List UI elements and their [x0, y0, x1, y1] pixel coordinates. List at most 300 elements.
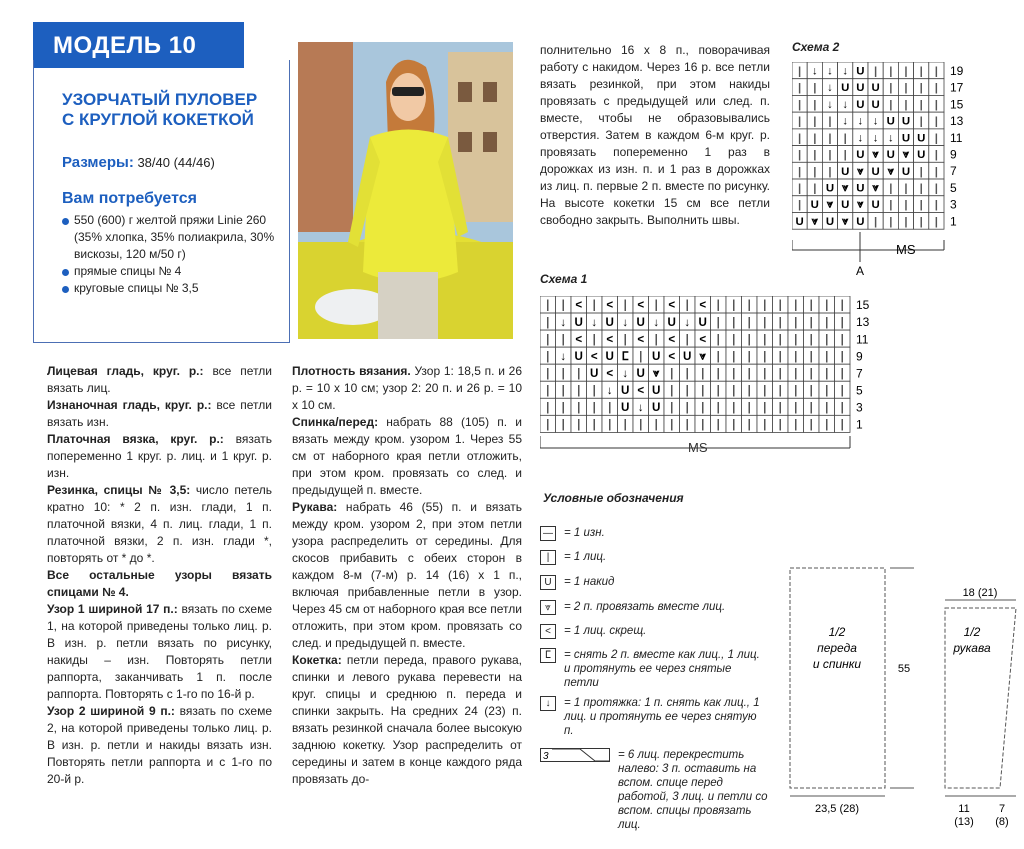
- stitch-symbol: |: [825, 332, 829, 346]
- stitch-symbol: |: [840, 315, 844, 329]
- stitch-symbol: |: [828, 165, 832, 178]
- row-number: 11: [950, 130, 963, 145]
- paragraph: Рукава: набрать 46 (55) п. и вязать между кром. узором 2, при этом петли узора распределить от середины. Для скосов прибавить с обеих сторон в каждом 8-м (7-м) р. 14 (16) х 1 п., включая прибавленные петли в узор. Через 45 см от наборного края все петли отложить, при этом кром. провязать со след. и предыдущей п. вместе.: [292, 500, 522, 650]
- stitch-symbol: |: [639, 418, 643, 432]
- stitch-symbol: |: [825, 349, 829, 363]
- stitch-symbol: U: [795, 215, 804, 228]
- stitch-symbol: |: [732, 418, 736, 432]
- row-number: 1: [856, 417, 863, 432]
- stitch-symbol: |: [798, 82, 802, 95]
- stitch-symbol: |: [919, 65, 923, 78]
- legend-item: [540, 648, 770, 692]
- stitch-symbol: |: [608, 418, 612, 432]
- stitch-symbol: |: [732, 315, 736, 329]
- stitch-symbol: |: [919, 215, 923, 228]
- stitch-symbol: |: [701, 401, 705, 415]
- stitch-symbol: |: [670, 418, 674, 432]
- stitch-symbol: |: [813, 115, 817, 128]
- stitch-symbol: ⩔: [857, 165, 864, 178]
- stitch-symbol: U: [886, 149, 895, 162]
- stitch-symbol: |: [840, 366, 844, 380]
- stitch-symbol: U: [856, 149, 865, 162]
- stitch-symbol: |: [546, 418, 550, 432]
- stitch-symbol: |: [747, 418, 751, 432]
- stitch-symbol: ⵎ: [621, 349, 629, 363]
- stitch-symbol: |: [685, 418, 689, 432]
- stitch-symbol: ↓: [887, 132, 894, 145]
- stitch-symbol: |: [919, 199, 923, 212]
- stitch-symbol: U: [841, 82, 850, 95]
- stitch-symbol: |: [592, 401, 596, 415]
- stitch-symbol: ↓: [811, 65, 818, 78]
- stitch-symbol: |: [716, 401, 720, 415]
- sizes-value: 38/40 (44/46): [137, 155, 215, 170]
- stitch-symbol: ⩔: [872, 149, 879, 162]
- stitch-symbol: |: [828, 149, 832, 162]
- needs-title: Вам потребуется: [62, 190, 197, 207]
- stitch-symbol: |: [794, 315, 798, 329]
- double-decrease-icon: ⵎ: [540, 648, 556, 663]
- stitch-symbol: |: [732, 332, 736, 346]
- stitch-symbol: <: [606, 298, 614, 312]
- paragraph: Все остальные узоры вязать спицами № 4.: [47, 568, 272, 599]
- stitch-symbol: U: [605, 349, 614, 363]
- stitch-symbol: |: [763, 401, 767, 415]
- row-number: 17: [950, 80, 964, 95]
- stitch-symbol: |: [716, 315, 720, 329]
- stitch-symbol: U: [856, 82, 865, 95]
- row-number: 3: [950, 197, 957, 212]
- stitch-symbol: |: [778, 315, 782, 329]
- stitch-symbol: ↓: [684, 315, 691, 329]
- sleeve-extra-2: (8): [995, 816, 1009, 828]
- stitch-symbol: U: [841, 165, 850, 178]
- stitch-symbol: |: [763, 418, 767, 432]
- stitch-symbol: |: [546, 366, 550, 380]
- stitch-symbol: |: [889, 199, 893, 212]
- stitch-symbol: |: [623, 298, 627, 312]
- row-number: 3: [856, 400, 863, 415]
- stitch-symbol: |: [825, 298, 829, 312]
- stitch-symbol: <: [575, 332, 583, 346]
- stitch-symbol: |: [732, 298, 736, 312]
- stitch-symbol: |: [919, 165, 923, 178]
- sleeve-label-1: 1/2: [963, 625, 981, 639]
- stitch-symbol: |: [809, 418, 813, 432]
- stitch-symbol: |: [561, 401, 565, 415]
- sizes: [62, 154, 215, 171]
- legend-text: = снять 2 п. вместе как лиц., 1 лиц. и протянуть ее через снятые петли: [564, 649, 760, 689]
- stitch-symbol: |: [623, 418, 627, 432]
- stitch-symbol: ⩔: [872, 182, 879, 195]
- stitch-symbol: |: [809, 349, 813, 363]
- stitch-symbol: |: [732, 401, 736, 415]
- stitch-symbol: |: [794, 418, 798, 432]
- stitch-symbol: U: [605, 315, 614, 329]
- stitch-symbol: |: [546, 383, 550, 397]
- front-width: 23,5 (28): [814, 803, 860, 815]
- stitch-symbol: U: [856, 98, 865, 111]
- stitch-symbol: |: [825, 366, 829, 380]
- row-number: 1: [950, 214, 957, 229]
- stitch-symbol: <: [637, 383, 645, 397]
- stitch-symbol: |: [874, 215, 878, 228]
- stitch-symbol: |: [934, 149, 938, 162]
- stitch-symbol: |: [889, 182, 893, 195]
- stitch-symbol: |: [889, 98, 893, 111]
- legend-text: = 1 лиц.: [564, 551, 607, 563]
- stitch-symbol: |: [889, 65, 893, 78]
- stitch-symbol: |: [934, 82, 938, 95]
- row-number: 5: [856, 383, 863, 398]
- stitch-symbol: |: [798, 165, 802, 178]
- legend-item: [540, 575, 770, 589]
- stitch-symbol: U: [810, 199, 819, 212]
- stitch-symbol: <: [668, 349, 676, 363]
- stitch-symbol: |: [904, 199, 908, 212]
- row-number: 13: [856, 315, 870, 330]
- stitch-symbol: |: [778, 418, 782, 432]
- legend-text: = 1 накид: [564, 576, 615, 588]
- need-item: круговые спицы № 3,5: [62, 280, 287, 297]
- stitch-symbol: |: [670, 401, 674, 415]
- paragraph: Резинка, спицы № 3,5: число петель кратно 10: * 2 п. изн. глади, 1 п. платочной вязки, 4 п. лиц. глади, 1 п. платочной вязки, 2 п. изн. глади *, повторять от * до *.: [47, 483, 272, 565]
- stitch-symbol: ↓: [560, 349, 567, 363]
- stitch-symbol: |: [763, 349, 767, 363]
- stitch-symbol: |: [934, 132, 938, 145]
- stitch-symbol: U: [574, 315, 583, 329]
- stitch-symbol: |: [546, 349, 550, 363]
- paragraph: Узор 2 шириной 9 п.: вязать по схеме 2, на которой приведены только лиц. р. В изн. р. петли и накиды вязать изн. Повторять петли раппорта и с 1-го по 20-й р.: [47, 704, 272, 786]
- stitch-symbol: |: [608, 401, 612, 415]
- stitch-symbol: |: [934, 115, 938, 128]
- stitch-symbol: |: [798, 182, 802, 195]
- stitch-symbol: U: [901, 165, 911, 178]
- legend-text: = 1 лиц. скрещ.: [564, 625, 647, 637]
- twisted-knit-icon: <: [540, 624, 556, 639]
- stitch-symbol: ↓: [591, 315, 598, 329]
- stitch-symbol: |: [840, 383, 844, 397]
- stitch-symbol: |: [685, 298, 689, 312]
- stitch-symbol: |: [813, 98, 817, 111]
- text-column-2: [292, 363, 522, 788]
- stitch-symbol: |: [794, 366, 798, 380]
- stitch-symbol: |: [747, 332, 751, 346]
- stitch-symbol: |: [813, 82, 817, 95]
- stitch-symbol: |: [809, 383, 813, 397]
- sleeve-bottom-1: 11: [958, 803, 970, 815]
- paragraph: Узор 1 шириной 17 п.: вязать по схеме 1, на которой приведены только лиц. р. В изн. р. петли вязать по рисунку, накиды – изн. Повторять петли раппорта, заканчивать 1 п. после раппорта. Повторять с 1-го по 16-й р.: [47, 602, 272, 701]
- stitch-symbol: |: [747, 298, 751, 312]
- stitch-symbol: |: [778, 298, 782, 312]
- stitch-symbol: |: [904, 182, 908, 195]
- stitch-symbol: U: [871, 165, 880, 178]
- legend-text: = 6 лиц. перекрестить налево: 3 п. оставить на вспом. спице перед работой, 3 лиц. и петли со вспом. спицы провязать лиц.: [618, 749, 768, 831]
- stitch-symbol: |: [561, 332, 565, 346]
- stitch-symbol: |: [577, 418, 581, 432]
- stitch-symbol: |: [904, 65, 908, 78]
- stitch-symbol: U: [667, 315, 676, 329]
- stitch-symbol: |: [561, 383, 565, 397]
- ssk-arrow-icon: ↓: [540, 696, 556, 711]
- yarn-over-icon: U: [540, 575, 556, 590]
- paragraph: Спинка/перед: набрать 88 (105) п. и вязать между кром. узором 1. Через 55 см от наборного края петли отложить, при этом кром. провязать со след. и предыдущей п. вместе.: [292, 415, 522, 497]
- k2tog-icon: ⩔: [540, 600, 556, 615]
- stitch-symbol: |: [778, 349, 782, 363]
- stitch-symbol: U: [652, 383, 661, 397]
- stitch-symbol: <: [637, 332, 645, 346]
- stitch-symbol: U: [825, 182, 835, 195]
- stitch-symbol: |: [794, 401, 798, 415]
- stitch-symbol: |: [670, 366, 674, 380]
- stitch-symbol: |: [794, 298, 798, 312]
- stitch-symbol: ↓: [827, 98, 833, 111]
- legend-text: = 1 протяжка: 1 п. снять как лиц., 1 лиц. и протянуть ее через снятую п.: [564, 697, 760, 737]
- stitch-symbol: U: [621, 383, 630, 397]
- stitch-symbol: |: [825, 315, 829, 329]
- stitch-symbol: |: [763, 315, 767, 329]
- stitch-symbol: ⩔: [811, 215, 819, 228]
- stitch-symbol: |: [685, 383, 689, 397]
- stitch-symbol: |: [828, 132, 832, 145]
- need-item: 550 (600) г желтой пряжи Linie 260 (35% хлопка, 35% полиакрила, 30% вискозы, 120 м/50 г): [62, 212, 287, 263]
- stitch-symbol: ↓: [637, 401, 644, 415]
- stitch-symbol: ↓: [842, 98, 849, 111]
- stitch-symbol: |: [670, 383, 674, 397]
- stitch-symbol: U: [698, 315, 707, 329]
- stitch-symbol: |: [794, 332, 798, 346]
- row-number: 9: [950, 147, 957, 162]
- stitch-symbol: ↓: [857, 132, 864, 145]
- stitch-symbol: |: [934, 215, 938, 228]
- paragraph: Кокетка: петли переда, правого рукава, спинки и левого рукава перевести на круг. спицы и среднюю п. переда и спинки закрыть. На средних 24 (23) п. вязать резинкой сначала более высокую заднюю кокетку. Узор распределить от середины и затем в конце каждого ряда провязать до-: [292, 653, 522, 786]
- stitch-symbol: |: [813, 182, 817, 195]
- stitch-symbol: |: [825, 418, 829, 432]
- legend-item: [540, 550, 770, 564]
- stitch-symbol: |: [716, 349, 720, 363]
- stitch-symbol: U: [886, 115, 895, 128]
- row-number: 5: [950, 180, 957, 195]
- legend-item: [540, 624, 770, 638]
- stitch-symbol: U: [652, 401, 661, 415]
- stitch-symbol: |: [934, 199, 938, 212]
- legend-item: [540, 600, 770, 614]
- stitch-symbol: U: [574, 349, 583, 363]
- stitch-symbol: |: [794, 383, 798, 397]
- stitch-symbol: |: [934, 165, 938, 178]
- stitch-symbol: |: [809, 332, 813, 346]
- stitch-symbol: |: [561, 366, 565, 380]
- stitch-symbol: |: [843, 149, 847, 162]
- stitch-symbol: |: [701, 418, 705, 432]
- stitch-symbol: |: [732, 349, 736, 363]
- text-column-1: [47, 363, 272, 788]
- title-line-2: С КРУГЛОЙ КОКЕТКОЙ: [62, 110, 254, 129]
- stitch-symbol: |: [809, 315, 813, 329]
- stitch-symbol: U: [636, 366, 645, 380]
- stitch-symbol: ↓: [622, 315, 629, 329]
- stitch-symbol: U: [901, 132, 911, 145]
- stitch-symbol: U: [917, 132, 926, 145]
- stitch-symbol: |: [747, 315, 751, 329]
- row-number: 15: [950, 97, 964, 112]
- paragraph: Изнаночная гладь, круг. р.: все петли вязать изн.: [47, 398, 272, 429]
- stitch-symbol: |: [592, 383, 596, 397]
- legend-item: [540, 748, 772, 831]
- stitch-symbol: ↓: [842, 115, 849, 128]
- stitch-symbol: |: [919, 182, 923, 195]
- row-number: 9: [856, 349, 863, 364]
- stitch-symbol: |: [716, 418, 720, 432]
- stitch-symbol: U: [871, 199, 880, 212]
- model-title: МОДЕЛЬ 10: [53, 32, 197, 59]
- paragraph: полнительно 16 х 8 п., поворачивая работу с накидом. Через 16 р. все петли вязать резинкой, при этом накиды провязать с предыдущей или след. п. вместе, чтобы не образовывались отверстия. Затем в каждом 6-м круг. р. провязать попеременно 1 раз в дорожках из изн. п. и 1 раз в дорожках из лиц. п. первые 2 п. вместе по рисунку. На высоте кокетки 15 см все петли свободно закрыть. Выполнить швы.: [540, 43, 770, 227]
- row-number: 11: [856, 332, 869, 347]
- stitch-symbol: |: [592, 298, 596, 312]
- stitch-symbol: ↓: [653, 315, 660, 329]
- stitch-symbol: |: [778, 332, 782, 346]
- stitch-symbol: ↓: [827, 82, 833, 95]
- stitch-symbol: |: [813, 132, 817, 145]
- stitch-symbol: |: [798, 115, 802, 128]
- stitch-symbol: |: [809, 298, 813, 312]
- photo-illustration: [298, 42, 513, 339]
- legend-text: = 1 изн.: [564, 527, 605, 539]
- stitch-symbol: |: [904, 82, 908, 95]
- stitch-symbol: |: [747, 366, 751, 380]
- front-back-piece: [790, 568, 885, 788]
- stitch-symbol: |: [763, 383, 767, 397]
- stitch-symbol: |: [747, 383, 751, 397]
- stitch-symbol: ⩔: [826, 199, 834, 212]
- stitch-symbol: U: [590, 366, 599, 380]
- stitch-symbol: ⩔: [902, 149, 910, 162]
- stitch-symbol: |: [840, 418, 844, 432]
- stitch-symbol: |: [813, 149, 817, 162]
- stitch-symbol: |: [763, 332, 767, 346]
- stitch-symbol: |: [716, 332, 720, 346]
- front-back-label-2: переда: [817, 641, 857, 655]
- stitch-symbol: <: [606, 332, 614, 346]
- purl-icon: —: [540, 526, 556, 541]
- stitch-symbol: |: [577, 401, 581, 415]
- sleeve-label-2: рукава: [953, 641, 991, 655]
- stitch-symbol: ↓: [842, 65, 849, 78]
- stitch-symbol: U: [683, 349, 692, 363]
- stitch-symbol: |: [623, 332, 627, 346]
- stitch-symbol: |: [577, 366, 581, 380]
- stitch-symbol: <: [668, 332, 676, 346]
- sleeve-piece: [945, 608, 1016, 788]
- stitch-symbol: |: [546, 315, 550, 329]
- stitch-symbol: ⩔: [887, 165, 895, 178]
- stitch-symbol: U: [917, 149, 926, 162]
- stitch-symbol: ⩔: [841, 182, 849, 195]
- stitch-symbol: |: [716, 366, 720, 380]
- stitch-symbol: <: [699, 332, 707, 346]
- schema1-ms: MS: [688, 440, 708, 455]
- stitch-symbol: |: [546, 332, 550, 346]
- stitch-symbol: ↓: [827, 65, 833, 78]
- schema2-label: Схема 2: [792, 40, 840, 54]
- need-item: прямые спицы № 4: [62, 263, 287, 280]
- row-number: 13: [950, 114, 964, 129]
- front-back-label-3: и спинки: [812, 657, 862, 671]
- row-number: 15: [856, 298, 870, 313]
- paragraph: Лицевая гладь, круг. р.: все петли вязать лиц.: [47, 364, 273, 395]
- title-line-1: УЗОРЧАТЫЙ ПУЛОВЕР: [62, 90, 258, 109]
- stitch-symbol: |: [934, 98, 938, 111]
- stitch-symbol: |: [889, 215, 893, 228]
- paragraph: Платочная вязка, круг. р.: вязать попеременно 1 круг. р. лиц. и 1 круг. р. изн.: [47, 432, 273, 480]
- row-number: 7: [856, 366, 863, 381]
- stitch-symbol: |: [813, 165, 817, 178]
- sleeve-top: 18 (21): [962, 587, 998, 599]
- stitch-symbol: ⩔: [857, 199, 864, 212]
- stitch-symbol: |: [592, 332, 596, 346]
- stitch-symbol: |: [732, 383, 736, 397]
- page-title: [62, 90, 292, 130]
- sleeve-extra-1: 7: [998, 803, 1006, 815]
- paragraph: Плотность вязания. Узор 1: 18,5 п. и 26 р. = 10 х 10 см; узор 2: 20 п. и 26 р. = 10 х 10 см.: [292, 364, 522, 412]
- stitch-symbol: ↓: [622, 366, 629, 380]
- stitch-symbol: <: [575, 298, 583, 312]
- stitch-symbol: |: [747, 401, 751, 415]
- sleeve-bottom-2: (13): [954, 816, 974, 828]
- stitch-symbol: |: [716, 383, 720, 397]
- stitch-symbol: U: [652, 349, 661, 363]
- stitch-symbol: ↓: [872, 132, 879, 145]
- stitch-symbol: |: [840, 332, 844, 346]
- stitch-symbol: |: [843, 132, 847, 145]
- stitch-symbol: |: [904, 215, 908, 228]
- stitch-symbol: |: [732, 366, 736, 380]
- stitch-symbol: |: [685, 332, 689, 346]
- legend-item: [540, 696, 770, 740]
- stitch-symbol: |: [546, 298, 550, 312]
- stitch-symbol: ↓: [560, 315, 567, 329]
- stitch-symbol: U: [841, 199, 850, 212]
- stitch-symbol: <: [637, 298, 645, 312]
- stitch-symbol: |: [794, 349, 798, 363]
- stitch-symbol: ⩔: [699, 349, 707, 363]
- stitch-symbol: |: [840, 349, 844, 363]
- schema2-chart: [792, 62, 972, 282]
- knit-icon: |: [540, 550, 556, 565]
- stitch-symbol: U: [856, 215, 865, 228]
- stitch-symbol: ⩔: [841, 215, 849, 228]
- stitch-symbol: |: [778, 383, 782, 397]
- stitch-symbol: |: [934, 65, 938, 78]
- sizes-label: Размеры:: [62, 154, 134, 171]
- legend-item: [540, 526, 770, 540]
- stitch-symbol: U: [856, 65, 865, 78]
- legend-text: = 2 п. провязать вместе лиц.: [564, 601, 726, 613]
- stitch-symbol: |: [685, 401, 689, 415]
- front-height: 55: [897, 663, 911, 675]
- stitch-symbol: |: [763, 366, 767, 380]
- stitch-symbol: |: [716, 298, 720, 312]
- cable-cross-icon: [540, 748, 610, 762]
- stitch-symbol: |: [654, 332, 658, 346]
- model-photo: [298, 42, 513, 339]
- stitch-symbol: ↓: [606, 383, 613, 397]
- stitch-symbol: |: [825, 401, 829, 415]
- stitch-symbol: |: [904, 98, 908, 111]
- stitch-symbol: <: [590, 349, 598, 363]
- stitch-symbol: |: [825, 383, 829, 397]
- stitch-symbol: |: [561, 298, 565, 312]
